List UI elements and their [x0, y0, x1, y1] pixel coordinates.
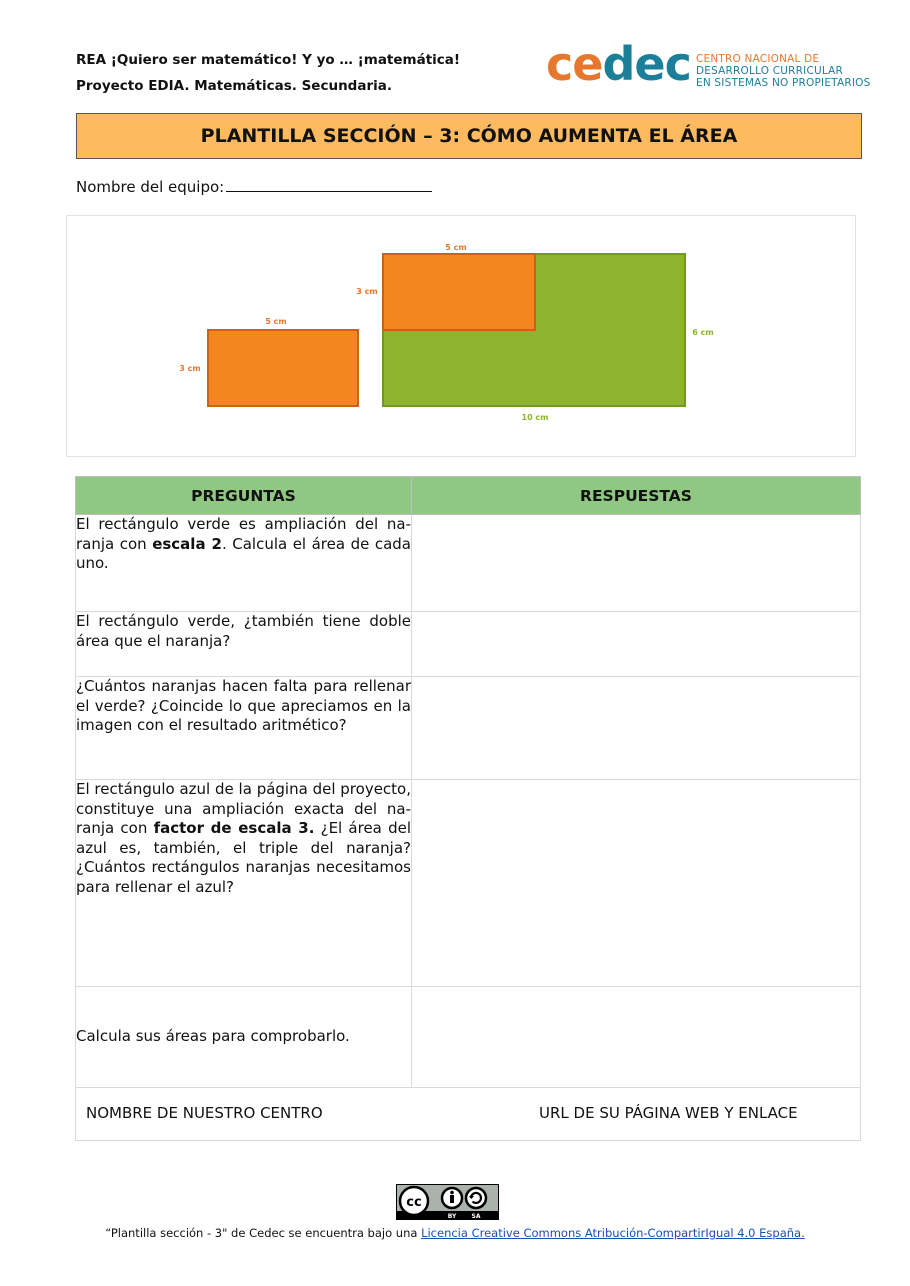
license-notice	[0, 1226, 910, 1240]
question-text: El rectángulo verde, ¿también tiene doble área que el naranja?	[76, 612, 411, 650]
team-name-field[interactable]	[76, 177, 432, 196]
table-row	[76, 612, 861, 677]
question-text: El rectángulo azul de la página del proyecto, constituye una ampliación exacta del na- ranja con factor de escala 3. ¿El área del azul es, también, el triple del naranja? ¿Cuántos rectángulos naranjas necesitamos para rellenar el azul?	[76, 780, 411, 896]
school-name-label: NOMBRE DE NUESTRO CENTRO	[86, 1104, 323, 1122]
cedec-logo-word: cedec	[546, 37, 691, 91]
questions-header: PREGUNTAS	[76, 477, 412, 515]
header-project-title: REA ¡Quiero ser matemático! Y yo … ¡matemática!	[76, 52, 461, 68]
answer-cell[interactable]	[412, 780, 861, 987]
license-link[interactable]: Licencia Creative Commons Atribución-CompartirIgual 4.0 España.	[421, 1226, 805, 1240]
small-height-label: 3 cm	[179, 364, 201, 373]
question-cell	[76, 515, 412, 612]
cc-by-sa-icon	[396, 1184, 499, 1220]
question-cell	[76, 780, 412, 987]
inner-orange-rectangle	[383, 254, 535, 330]
question-cell	[76, 612, 412, 677]
answer-cell[interactable]	[412, 987, 861, 1088]
page-title: PLANTILLA SECCIÓN – 3: CÓMO AUMENTA EL ÁREA	[76, 113, 862, 159]
question-text: ¿Cuántos naranjas hacen falta para rellenar el verde? ¿Coincide lo que apreciamos en la imagen con el resultado aritmético?	[76, 677, 411, 734]
small-orange-rectangle	[208, 330, 358, 406]
team-name-blank[interactable]	[226, 177, 432, 192]
answers-header: RESPUESTAS	[412, 477, 861, 515]
svg-text:BY: BY	[447, 1213, 457, 1220]
table-footer-row	[76, 1088, 861, 1141]
table-row	[76, 515, 861, 612]
header-subtitle: Proyecto EDIA. Matemáticas. Secundaria.	[76, 78, 392, 94]
creative-commons-badge	[396, 1184, 499, 1220]
inner-height-label: 3 cm	[356, 287, 378, 296]
cedec-logo-subtitle: CENTRO NACIONAL DE DESARROLLO CURRICULAR EN SISTEMAS NO PROPIETARIOS	[696, 53, 871, 89]
footer-cell	[76, 1088, 861, 1141]
table-row	[76, 780, 861, 987]
questions-table	[75, 476, 861, 1141]
cedec-logo	[546, 37, 876, 92]
answer-cell[interactable]	[412, 515, 861, 612]
big-height-label: 6 cm	[692, 328, 714, 337]
small-width-label: 5 cm	[265, 317, 287, 326]
svg-text:cc: cc	[406, 1195, 422, 1210]
question-text: Calcula sus áreas para comprobarlo.	[76, 1027, 350, 1046]
rectangles-figure	[66, 215, 856, 457]
inner-width-label: 5 cm	[445, 243, 467, 252]
question-cell	[76, 987, 412, 1088]
rectangles-diagram	[67, 216, 855, 456]
big-width-label: 10 cm	[521, 413, 549, 422]
answer-cell[interactable]	[412, 677, 861, 780]
answer-cell[interactable]	[412, 612, 861, 677]
table-row	[76, 987, 861, 1088]
school-url-label: URL DE SU PÁGINA WEB Y ENLACE	[539, 1104, 798, 1122]
question-text: El rectángulo verde es ampliación del na- ranja con escala 2. Calcula el área de cada uno.	[76, 515, 411, 572]
license-text: “Plantilla sección - 3" de Cedec se encuentra bajo una	[105, 1226, 422, 1240]
svg-text:SA: SA	[471, 1213, 481, 1220]
team-name-label: Nombre del equipo:	[76, 178, 225, 196]
question-cell	[76, 677, 412, 780]
table-row	[76, 677, 861, 780]
